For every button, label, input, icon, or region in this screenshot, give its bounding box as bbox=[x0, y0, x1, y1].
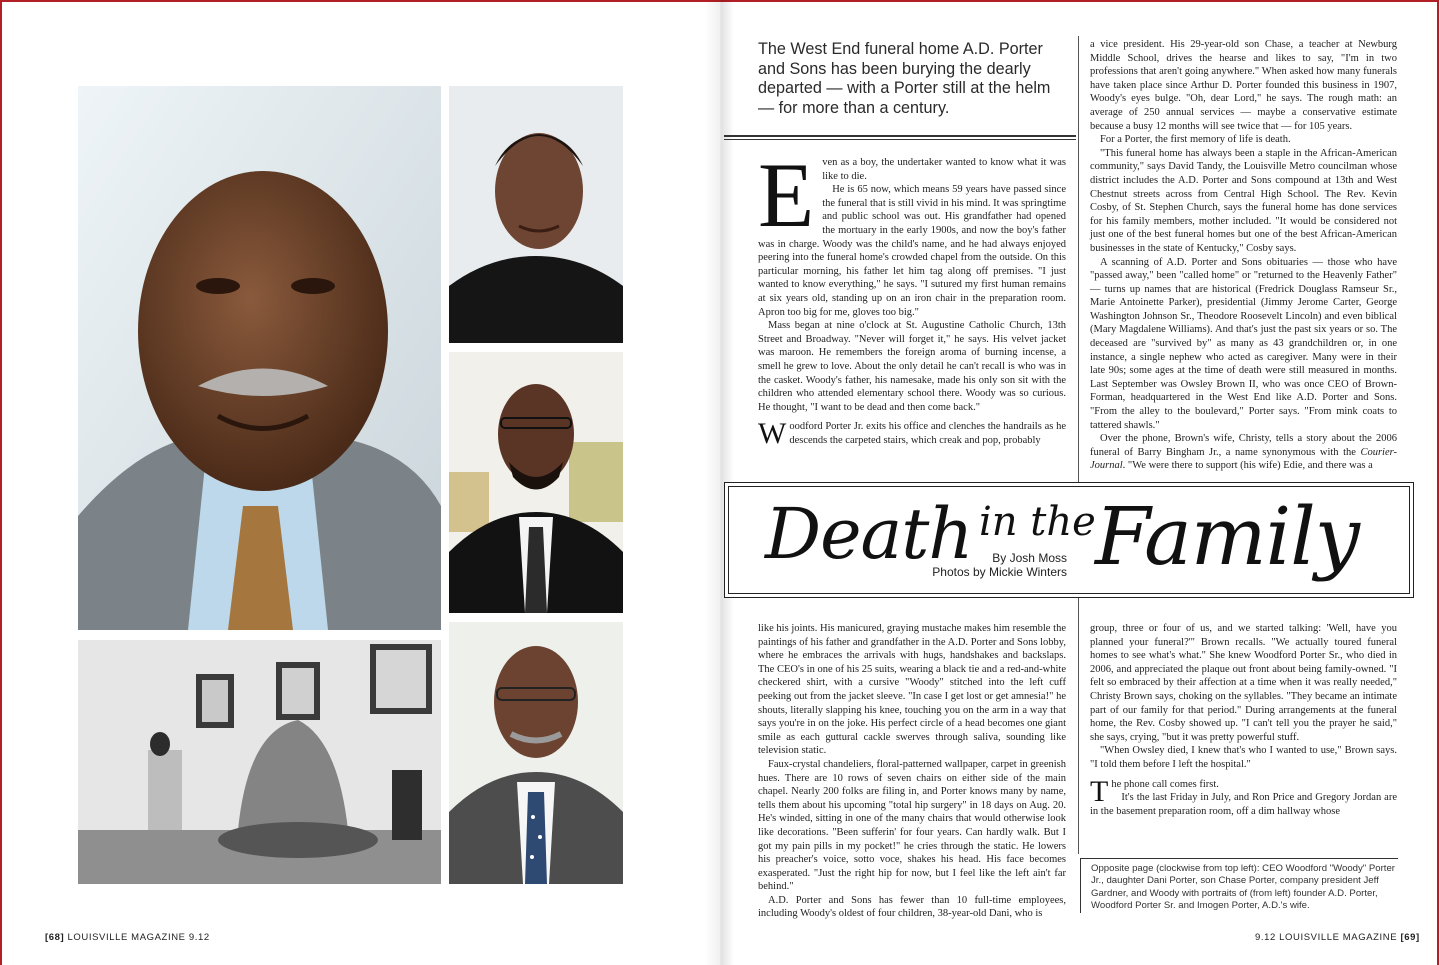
paragraph bbox=[758, 144, 1066, 246]
article-dek: The West End funeral home A.D. Porter and Sons has been burying the dearly departed — with a Porter still at the helm — for more than a century. bbox=[758, 40, 1051, 117]
drop-cap: W bbox=[758, 417, 787, 451]
dek-rule-thin bbox=[724, 139, 1076, 140]
folio-right bbox=[1255, 932, 1420, 943]
headline-word-family: Family bbox=[1095, 490, 1359, 583]
publication-title: Courier-Journal bbox=[1090, 446, 1397, 472]
page-number-right: [69] bbox=[1400, 932, 1420, 943]
paragraph: For a Porter, the first memory of life is death. bbox=[1100, 134, 1291, 146]
paragraph: Faux-crystal chandeliers, floral-patterned wallpaper, carpet in greenish hues. There are 10 rows of seven chairs on either side of the main chapel. Nearly 200 folks are filing in, and Porter knows many by name, tells them about his upcoming "total hip surgery" in 18 days on Aug. 20. He's winded, sitting in one of the many chairs that would otherwise look like decorations. "Been sufferin' for four years. Can hardly walk. But I got my pain pills in my pocket!" he cries through the static. He lowers his preacher's voice, sotto voce, shakes his head. His face becomes exasperated. "Just the right hip for now, but I feel like the left ain't far behind." bbox=[758, 758, 1066, 893]
paragraph-text: he phone call comes first. bbox=[1111, 778, 1219, 790]
drop-cap: E bbox=[758, 144, 815, 246]
headline-box bbox=[724, 482, 1414, 598]
byline bbox=[925, 551, 1067, 579]
article-column-2 bbox=[1090, 38, 1397, 473]
article-column-1 bbox=[758, 144, 1067, 451]
paragraph-text: . "We were there to support (his wife) Edie, and there was a bbox=[1122, 460, 1373, 472]
portrait-illustration bbox=[449, 352, 623, 613]
paragraph-text: oodford Porter Jr. exits his office and clenches the handrails as he descends the carpeted stairs, which creak and pop, probably bbox=[789, 421, 1066, 446]
publication-name-right: 9.12 LOUISVILLE MAGAZINE bbox=[1255, 932, 1398, 943]
paragraph: like his joints. His manicured, graying mustache makes him resemble the paintings of his father and grandfather in the A.D. Porter and Sons lobby, where he embraces the arrivals with hugs, handshakes and backslaps. The CEO's in one of his 25 suits, wearing a black tie and a red-and-white checkered shirt, with a cursive "Woody" stitched into the left cuff peeking out from the jacket sleeve. "In case I get lost or get amnesia!" he shouts, literally slapping his knee, touching you on the arm in a way that says you're in on the joke. His perfect circle of a head becomes one giant smile as each guttural cackle swerves through saliva, sounding like television static. bbox=[758, 623, 1066, 757]
paragraph: A.D. Porter and Sons has fewer than 10 full-time employees, including Woody's oldest of four children, 38-year-old Dani, who is bbox=[758, 894, 1066, 920]
paragraph-text: Over the phone, Brown's wife, Christy, tells a story about the 2006 funeral of Barry Bingham Jr., a name synonymous with the bbox=[1090, 433, 1397, 458]
paragraph: "This funeral home has always been a staple in the African-American community," says David Tandy, the Louisville Metro councilman whose district includes the A.D. Porter and Sons compound at 13th and West Chestnut streets across from Central High School. The Rev. Kevin Cosby, of St. Stephen Church, says the funeral home has done services for his family members, mother included. "It would be considered not just one of the best funeral homes but one of the best African-American businesses in the state of Kentucky," Cosby says. bbox=[1090, 147, 1397, 254]
paragraph: He is 65 now, which means 59 years have passed since the funeral that is still vivid in his mind. It was springtime and public school was out. His grandfather had opened the mortuary in the early 1900s, and now the boy's father was in charge. Woody was the child's name, and he had always enjoyed peering into the funeral home's crowded chapel from the outside. On this particular morning, his father let him tag along off premises. "I just wanted to know everything," he says. "I sutured my first human remains at six years old, standing up on an iron chair in the preparation room. Apron too big for me, gloves too big." bbox=[758, 184, 1067, 318]
headline-word-in-the: in the bbox=[979, 499, 1096, 545]
paragraph: a vice president. His 29-year-old son Chase, a teacher at Newburg Middle School, drives the hearse and likes to say, "I'm in two professions that aren't going anywhere." When asked how many funerals have taken place since Arthur D. Porter founded this business in 1907, Woody's eyes bulge. "Oh, dear Lord," he says. The rough math: an average of 250 annual services — maybe a conservative estimate because a busy 12 months will see twice that — for 105 years. bbox=[1090, 39, 1397, 132]
paragraph: It's the last Friday in July, and Ron Price and Gregory Jordan are in the basement preparation room, off a dim hallway whose bbox=[1090, 792, 1397, 817]
folio-left bbox=[45, 932, 210, 943]
photo-woody-porter bbox=[78, 86, 441, 630]
portrait-illustration bbox=[449, 622, 623, 884]
paragraph: A scanning of A.D. Porter and Sons obituaries — those who have "passed away," been "called home" or "returned to the Heavenly Father" — turns up names that are historical (Fredrick Douglass Ramseur Sr., Marie Antoinette Parker), presidential (Jimmy Jerome Carter, George Washington Johnson Sr., Theodore Roosevelt Lincoln) and even biblical (Mary Magdalene Williams). And that's just the past six years or so. The deceased are "survived by" as many as 43 grandchildren or, in one instance, a single nephew who acted as caregiver. Many were in their late 90s; some ages at the time of death were still measured in months. Last September was Owsley Brown II, who was once CEO of Brown-Forman, headquartered in the West End like A.D. Porter and Sons. "From the alley to the boulevard," Porter says. "From mink coats to tattered shawls." bbox=[1090, 256, 1397, 431]
photo-caption: Opposite page (clockwise from top left): CEO Woodford "Woody" Porter Jr., daughter Dani Porter, son Chase Porter, company president Jeff Gardner, and Woody with portraits of (from left) founder A.D. Porter, Woodford Porter Sr. and Imogen Porter, A.D.'s wife. bbox=[1080, 858, 1398, 913]
portrait-illustration bbox=[78, 640, 441, 884]
paragraph-text: ven as a boy, the undertaker wanted to know what it was like to die. bbox=[822, 157, 1066, 182]
photo-woody-with-portraits bbox=[78, 640, 441, 884]
photo-credit: Photos by Mickie Winters bbox=[932, 565, 1067, 579]
article-column-3 bbox=[758, 622, 1066, 921]
dek-rule bbox=[724, 135, 1076, 137]
drop-cap: T bbox=[1090, 774, 1109, 808]
paragraph: Mass began at nine o'clock at St. Augustine Catholic Church, 13th Street and Broadway. "Never will forget it," he says. His velvet jacket was maroon. He remembers the foreign aroma of burning incense, a smell he grew to love. About the only detail he can't recall is who was in the casket. Woody's father, his namesake, made his only son sit with the children who attended elementary school there. Woody was so curious. He thought, "I want to be dead and then come back." bbox=[758, 320, 1066, 413]
page-number-left: [68] bbox=[45, 932, 65, 943]
portrait-illustration bbox=[78, 86, 441, 630]
column-divider-top bbox=[1078, 36, 1079, 482]
photo-dani-porter bbox=[449, 86, 623, 343]
paragraph: "When Owsley died, I knew that's who I wanted to use," Brown says. "I told them before I left the hospital." bbox=[1090, 745, 1397, 770]
portrait-illustration bbox=[449, 86, 623, 343]
publication-name-left: LOUISVILLE MAGAZINE 9.12 bbox=[67, 932, 210, 943]
paragraph bbox=[758, 417, 1066, 451]
paragraph: group, three or four of us, and we started talking: 'Well, have you planned your funeral?'" Brown recalls. "We actually toured funeral homes to see what's what." She knew Woodford Porter Sr., who died in 2006, and appreciated the plaque out front about being family-owned. "I felt so embraced by their affection at a time when it was really needed," Christy Brown says, choking on the syllables. "They became an intimate part of our family for that period." During arrangements at the funeral home, the Rev. Cosby showed up. "I can't tell you the prayer he said," she says, crying, "but it was pretty powerful stuff. bbox=[1090, 623, 1397, 743]
photo-chase-porter bbox=[449, 622, 623, 884]
article-column-4 bbox=[1090, 622, 1397, 818]
paragraph bbox=[1090, 432, 1397, 473]
author-credit: By Josh Moss bbox=[992, 551, 1067, 565]
headline-word-death: Death bbox=[765, 493, 973, 575]
column-divider-bottom bbox=[1078, 598, 1079, 854]
photo-jeff-gardner bbox=[449, 352, 623, 613]
